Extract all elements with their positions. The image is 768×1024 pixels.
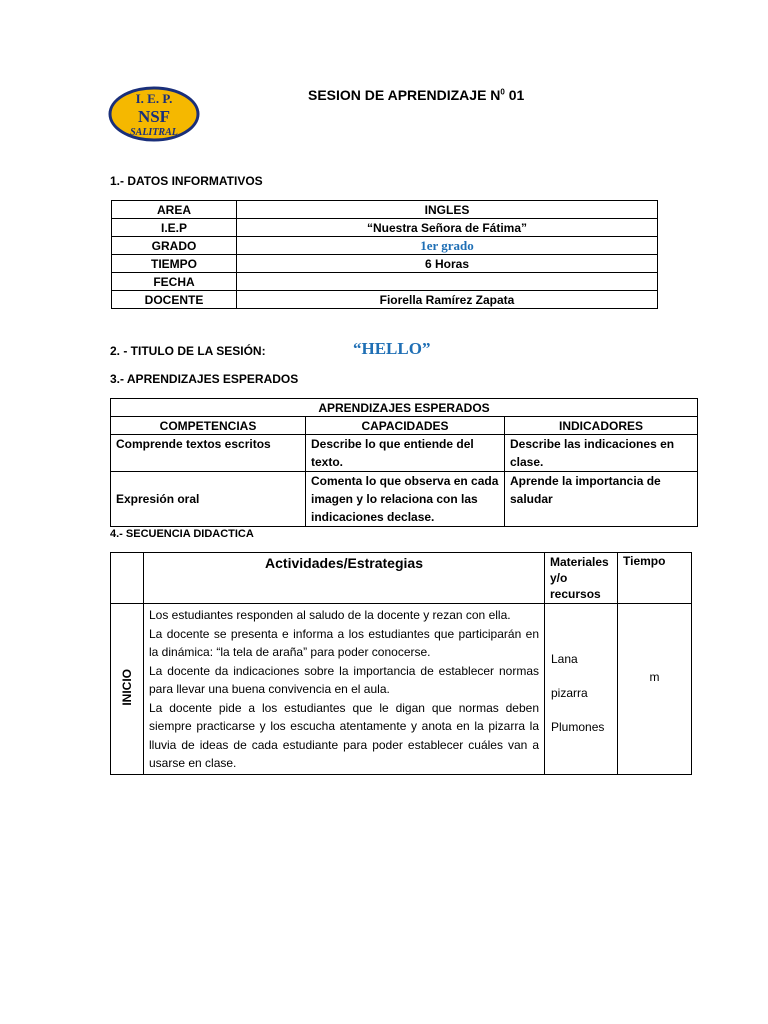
activity-paragraph: Los estudiantes responden al saludo de la docente y rezan con ella.: [149, 608, 511, 622]
datos-value: 6 Horas: [237, 255, 658, 273]
table-row: [112, 237, 658, 255]
datos-value: “Nuestra Señora de Fátima”: [237, 219, 658, 237]
table-header-row: [111, 553, 692, 604]
empty-header-cell: [111, 553, 144, 604]
datos-value: Fiorella Ramírez Zapata: [237, 291, 658, 309]
school-logo: [108, 86, 200, 142]
column-header-materiales: Materiales y/o recursos: [545, 553, 618, 604]
datos-value: [237, 273, 658, 291]
material-item: Lana: [551, 652, 578, 666]
section-heading-secuencia: 4.- SECUENCIA DIDACTICA: [110, 528, 254, 540]
datos-value: INGLES: [237, 201, 658, 219]
table-row: [112, 273, 658, 291]
datos-label: AREA: [112, 201, 237, 219]
datos-label: DOCENTE: [112, 291, 237, 309]
materiales-cell: [545, 604, 618, 775]
table-header-row: [111, 417, 698, 435]
activity-paragraph: La docente se presenta e informa a los estudiantes que participarán en la dinámica: “la tela de araña” para poder conocerse.: [149, 626, 539, 659]
activity-paragraph: La docente da indicaciones sobre la importancia de establecer normas para llevar una buena convivencia en el aula.: [149, 663, 539, 696]
table-cell: Aprende la importancia de saludar: [505, 472, 698, 527]
datos-label: GRADO: [112, 237, 237, 255]
datos-table: [111, 200, 658, 309]
logo-top-text: I. E. P.: [135, 91, 173, 106]
table-row: [112, 255, 658, 273]
table-row: [111, 472, 698, 527]
phase-cell: [111, 604, 144, 775]
logo-bottom-text: SALITRAL: [130, 127, 178, 138]
table-row: [111, 604, 692, 775]
datos-label: TIEMPO: [112, 255, 237, 273]
tiempo-cell: m: [618, 604, 692, 775]
page-title: SESION DE APRENDIZAJE $N^0$ 01: [308, 87, 525, 103]
table-cell: Comenta lo que observa en cada imagen y lo relaciona con las indicaciones declase.: [306, 472, 505, 527]
table-cell: Describe las indicaciones en clase.: [505, 435, 698, 472]
table-row: [112, 219, 658, 237]
aprendizajes-table: [110, 398, 698, 527]
session-title: “HELLO”: [353, 339, 431, 358]
column-header-tiempo: Tiempo: [618, 553, 692, 604]
table-cell: Expresión oral: [111, 472, 306, 527]
logo-monogram: NSF: [137, 107, 171, 126]
table-title-row: [111, 399, 698, 417]
datos-label: FECHA: [112, 273, 237, 291]
secuencia-table: [110, 552, 692, 775]
table-cell: Comprende textos escritos: [111, 435, 306, 472]
column-header: CAPACIDADES: [306, 417, 505, 435]
table-row: [112, 291, 658, 309]
section-heading-aprendizajes: 3.- APRENDIZAJES ESPERADOS: [110, 372, 299, 386]
table-row: [111, 435, 698, 472]
phase-label: INICIO: [120, 668, 134, 706]
datos-value: 1er grado: [237, 237, 658, 255]
datos-label: I.E.P: [112, 219, 237, 237]
section-heading-titulo: 2. - TITULO DE LA SESIÓN:: [110, 344, 266, 358]
column-header-actividades: Actividades/Estrategias: [144, 553, 545, 604]
section-heading-datos: 1.- DATOS INFORMATIVOS: [110, 174, 263, 188]
material-item: Plumones: [551, 720, 605, 734]
column-header: INDICADORES: [505, 417, 698, 435]
table-cell: Describe lo que entiende del texto.: [306, 435, 505, 472]
column-header: COMPETENCIAS: [111, 417, 306, 435]
material-item: pizarra: [551, 686, 588, 700]
aprendizajes-title: APRENDIZAJES ESPERADOS: [111, 399, 698, 417]
activities-cell: [144, 604, 545, 775]
table-row: [112, 201, 658, 219]
activity-paragraph: La docente pide a los estudiantes que le digan que normas deben siempre practicarse y los escucha atentamente y anota en la pizarra la lluvia de ideas de cada estudiante para poder establecer cuáles van a usarse en clase.: [149, 700, 539, 770]
